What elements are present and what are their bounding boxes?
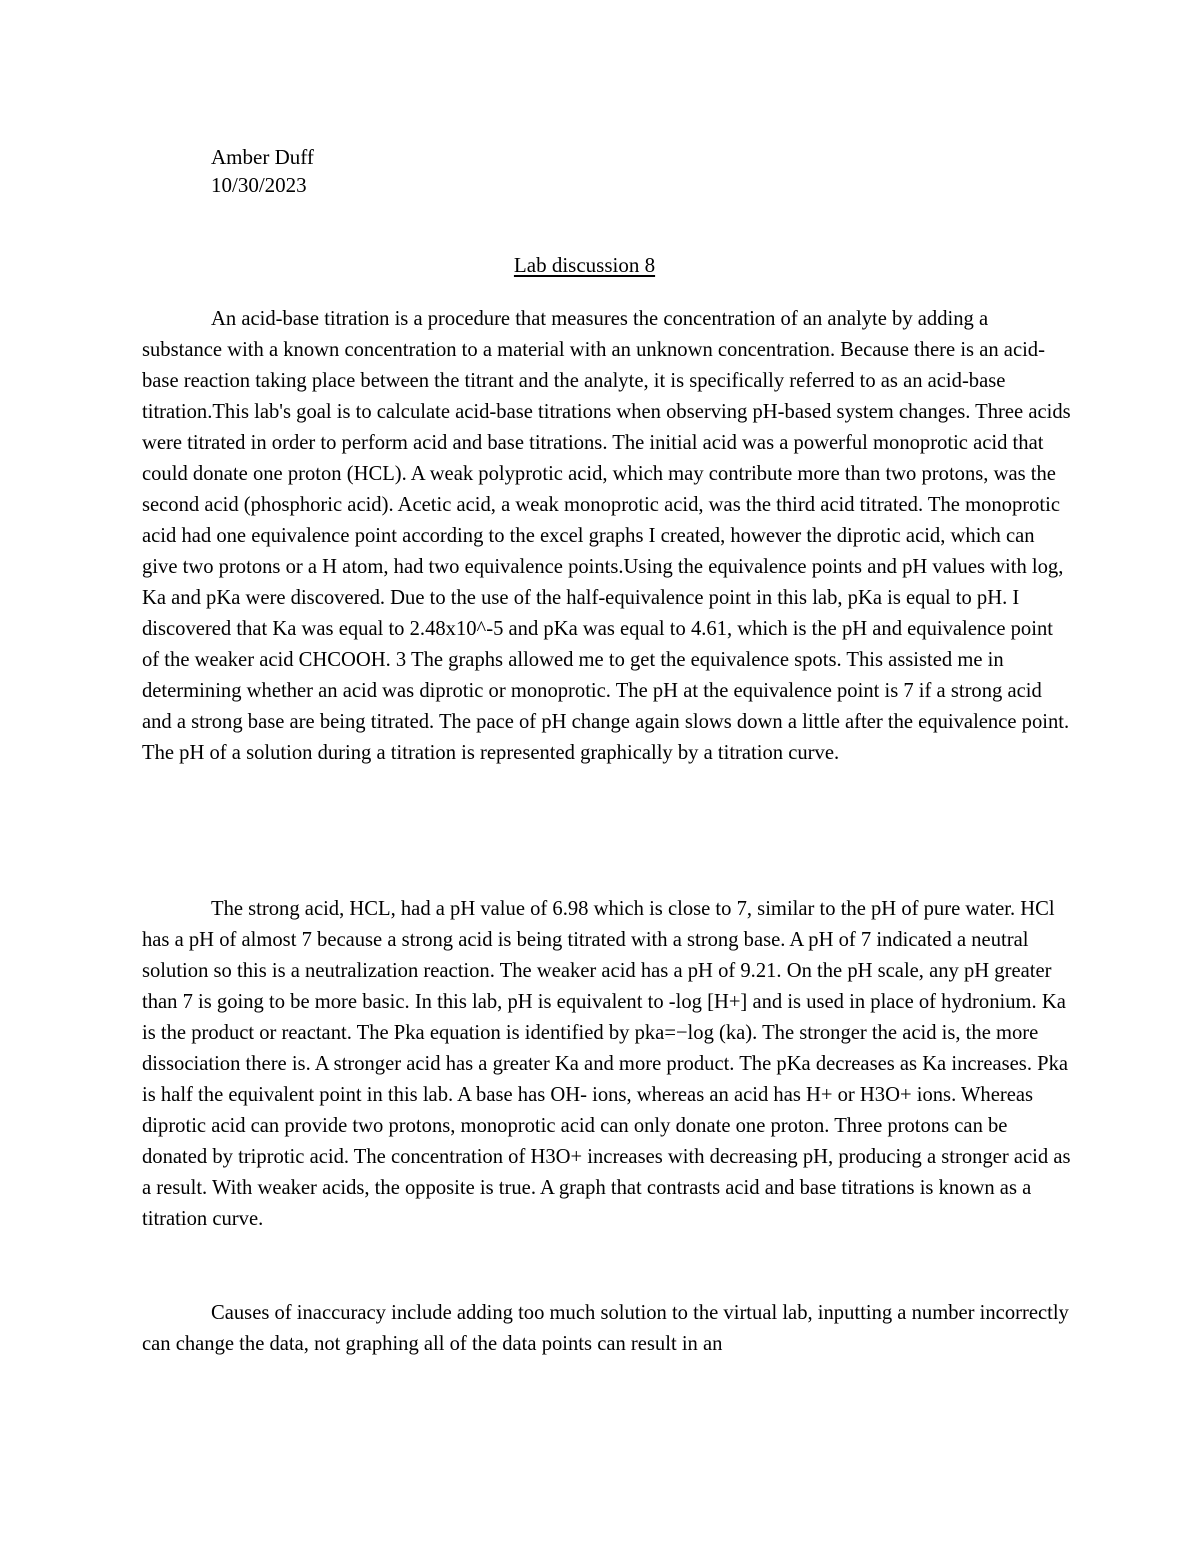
paragraph-causes-of-inaccuracy: Causes of inaccuracy include adding too much solution to the virtual lab, inputting a number incorrectly can change the data, not graphing all of the data points can result in an (142, 1302, 1069, 1355)
paragraph-titration-overview: An acid-base titration is a procedure that measures the concentration of an analyte by adding a substance with a known concentration to a material with an unknown concentration. Because there is an acid-base reaction taking place between the titrant and the analyte, it is specifically referred to as an acid-base titration.This lab's goal is to calculate acid-base titrations when observing pH-based system changes. Three acids were titrated in order to perform acid and base titrations. The initial acid was a powerful monoprotic acid that could donate one proton (HCL). A weak polyprotic acid, which may contribute more than two protons, was the second acid (phosphoric acid). Acetic acid, a weak monoprotic acid, was the third acid titrated. The monoprotic acid had one equivalence point according to the excel graphs I created, however the diprotic acid, which can give two protons or a H atom, had two equivalence points.Using the equivalence points and pH values with log, Ka and pKa were discovered. Due to the use of the half-equivalence point in this lab, pKa is equal to pH. I discovered that Ka was equal to 2.48x10^-5 and pKa was equal to 4.61, which is the pH and equivalence point of the weaker acid CHCOOH. 3 The graphs allowed me to get the equivalence spots. This assisted me in determining whether an acid was diprotic or monoprotic. The pH at the equivalence point is 7 if a strong acid and a strong base are being titrated. The pace of pH change again slows down a little after the equivalence point. The pH of a solution during a titration is represented graphically by a titration curve. (142, 308, 1071, 764)
document-date: 10/30/2023 (211, 173, 307, 197)
paragraph-strong-acid-results: The strong acid, HCL, had a pH value of 6.98 which is close to 7, similar to the pH of pure water. HCl has a pH of almost 7 because a strong acid is being titrated with a strong base. A pH of 7 indicated a neutral solution so this is a neutralization reaction. The weaker acid has a pH of 9.21. On the pH scale, any pH greater than 7 is going to be more basic. In this lab, pH is equivalent to -log [H+] and is used in place of hydronium. Ka is the product or reactant. The Pka equation is identified by pka=−log (ka). The stronger the acid is, the more dissociation there is. A stronger acid has a greater Ka and more product. The pKa decreases as Ka increases. Pka is half the equivalent point in this lab. A base has OH- ions, whereas an acid has H+ or H3O+ ions. Whereas diprotic acid can provide two protons, monoprotic acid can only donate one proton. Three protons can be donated by triprotic acid. The concentration of H3O+ increases with decreasing pH, producing a stronger acid as a result. With weaker acids, the opposite is true. A graph that contrasts acid and base titrations is known as a titration curve. (142, 898, 1071, 1230)
document-title: Lab discussion 8 (513, 253, 656, 277)
author-name: Amber Duff (211, 145, 314, 169)
